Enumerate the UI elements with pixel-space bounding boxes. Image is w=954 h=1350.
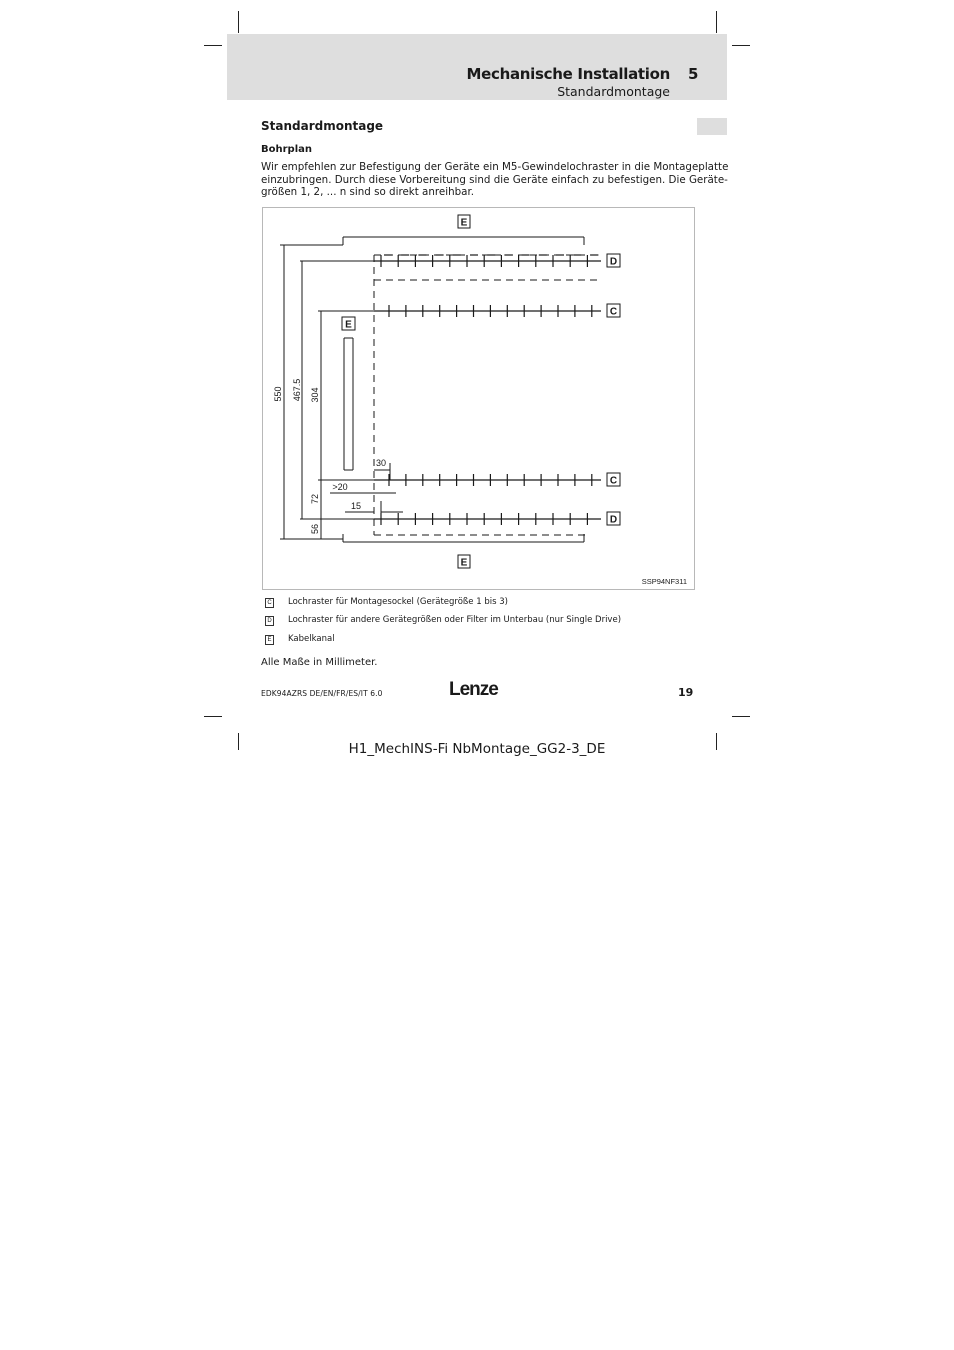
drilling-plan-figure [262, 207, 695, 590]
dim-304: 304 [310, 387, 320, 403]
svg-text:E: E [345, 319, 352, 331]
label-c-top [607, 304, 620, 318]
dim-gt20-group [330, 482, 396, 493]
crop-mark [204, 716, 222, 717]
crop-mark [732, 716, 750, 717]
section-heading: Standardmontage [261, 119, 384, 133]
chapter-tab-marker [697, 118, 727, 135]
paragraph-line: einzubringen. Durch diese Vorbereitung sind die Geräte einfach zu befestigen. Die Geräte- [261, 173, 728, 186]
dim-550: 550 [273, 386, 283, 402]
dim-15: 15 [350, 501, 362, 511]
sub-heading: Bohrplan [261, 144, 312, 155]
legend-key-e: E [265, 635, 274, 645]
label-e-bottom [458, 555, 470, 569]
cable-channel-top [343, 237, 584, 245]
legend-item-c [265, 597, 508, 609]
legend-text-c: Lochraster für Montagesockel (Gerätegröße 1 bis 3) [288, 597, 508, 607]
dashed-reference-lines [374, 255, 601, 535]
label-c-bottom [607, 473, 620, 487]
label-d-top [607, 254, 620, 268]
dim-gt20: >20 [332, 482, 348, 492]
paragraph-line: Wir empfehlen zur Befestigung der Geräte ein M5-Gewindelochraster in die Montageplatte [261, 161, 729, 173]
legend-key-c: C [265, 598, 274, 608]
legend-key-d: D [265, 616, 274, 626]
document-reference: EDK94AZRS DE/EN/FR/ES/IT 6.0 [261, 689, 383, 698]
crop-mark [716, 11, 717, 33]
crop-mark [732, 45, 750, 46]
svg-text:C: C [609, 306, 618, 318]
svg-text:D: D [609, 514, 618, 526]
crop-mark [238, 11, 239, 33]
chapter-subtitle: Standardmontage [557, 84, 670, 99]
lenze-logo: Lenze [449, 679, 498, 700]
legend-text-d: Lochraster für andere Gerätegrößen oder Filter im Unterbau (nur Single Drive) [288, 615, 622, 625]
svg-text:D: D [609, 256, 618, 268]
svg-text:E: E [460, 217, 468, 229]
legend-item-e [265, 634, 335, 646]
chapter-number: 5 [688, 65, 699, 83]
crop-mark [204, 45, 222, 46]
intro-paragraph [261, 161, 729, 199]
label-e-left [342, 317, 355, 331]
chapter-title: Mechanische Installation [466, 65, 670, 83]
file-identifier: H1_MechINS-Fi NbMontage_GG2-3_DE [348, 741, 606, 757]
svg-text:E: E [460, 557, 468, 569]
dim-30: 30 [375, 458, 387, 468]
units-note: Alle Maße in Millimeter. [261, 657, 378, 668]
cable-channel-vertical [344, 338, 353, 470]
label-d-bottom [607, 512, 620, 526]
hole-rows [374, 255, 601, 525]
svg-text:C: C [609, 475, 618, 487]
dim-467-5: 467.5 [292, 378, 302, 402]
legend-text-e: Kabelkanal [288, 634, 335, 644]
page-number: 19 [678, 686, 694, 699]
paragraph-line: größen 1, 2, ... n sind so direkt anreihbar. [261, 186, 475, 199]
legend-item-d [265, 615, 622, 627]
dim-72: 72 [310, 493, 320, 505]
drilling-plan-diagram [263, 208, 694, 589]
dim-30-group [374, 458, 390, 480]
dim-56: 56 [310, 523, 320, 535]
figure-code: SSP94NF311 [641, 577, 687, 586]
label-e-top [458, 215, 470, 229]
